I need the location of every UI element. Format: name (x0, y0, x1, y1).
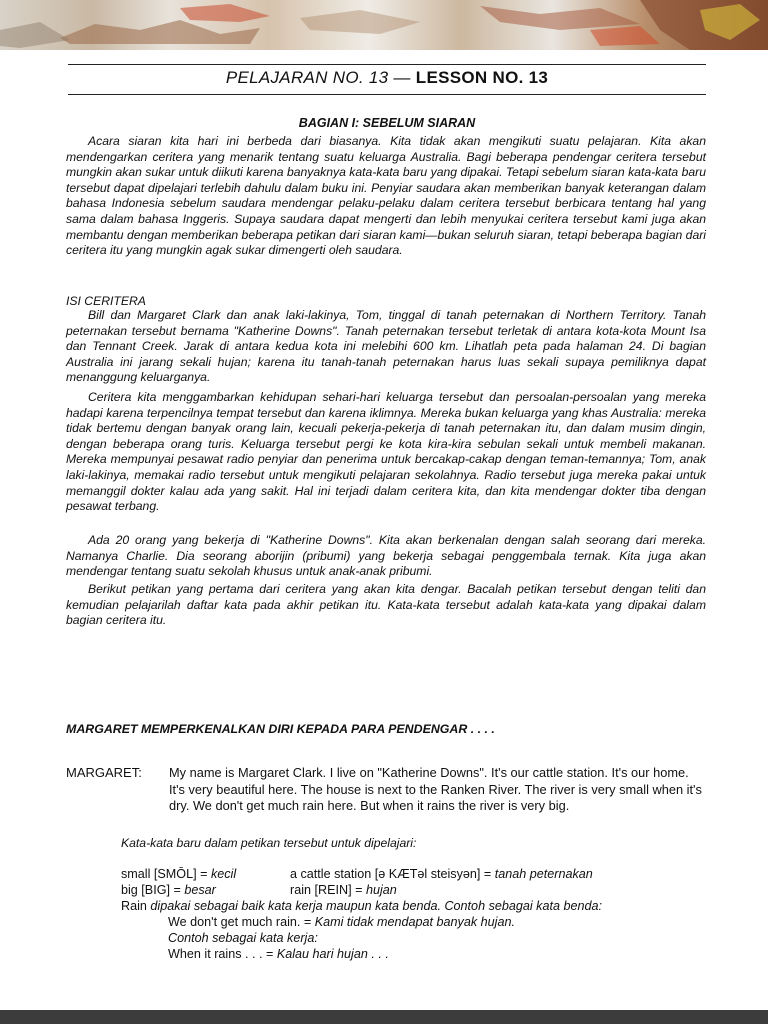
title-english: LESSON NO. 13 (415, 68, 549, 87)
excerpt-heading: MARGARET MEMPERKENALKAN DIRI KEPADA PARA PENDENGAR . . . . (66, 722, 495, 736)
vocab-rain: rain [REIN] = hujan (290, 883, 397, 897)
vocab-intro: Kata-kata baru dalam petikan tersebut untuk dipelajari: (121, 836, 417, 850)
vocab-example-verb: When it rains . . . = Kalau hari hujan . . . (168, 947, 389, 961)
header-banner-image (0, 0, 768, 50)
vocab-small: small [SMŌL] = kecil (121, 867, 237, 881)
page-title (68, 68, 706, 88)
story-paragraph-2: Ceritera kita menggambarkan kehidupan sehari-hari keluarga tersebut dan persoalan-persoalan yang mereka hadapi karena terpencilnya tempat tersebut dan karena iklimnya. Mereka bukan keluarga yang khas Australia: mereka tidak bertemu dengan banyak orang lain, kecuali pekerja-pekerja di tanah peternakan itu, dan dalam musim dingin, dengan beberapa orang turis. Keluarga tersebut pergi ke kota kira-kira sebulan sekali untuk membeli makanan. Mereka mempunyai pesawat radio penyiar dan penerima untuk bercakap-cakap dengan teman-temannya; Tom, anak laki-lakinya, memakai radio tersebut untuk mengikuti pelajaran sekolahnya. Radio tersebut juga mereka pakai untuk memanggil dokter kalau ada yang sakit. Hal ini terjadi dalam ceritera kita, dan kita mendengar dokter tiba dengan pesawat terbang. (66, 390, 706, 514)
vocab-verb-label: Contoh sebagai kata kerja: (168, 931, 318, 945)
title-indonesian: PELAJARAN NO. 13 — (225, 68, 416, 87)
speech-text: My name is Margaret Clark. I live on "Katherine Downs". It's our cattle station. It's our home. It's very beautiful here. The house is next to the Ranken River. The river is very small when it's dry. We don't get much rain here. But when it rains the river is very big. (169, 765, 702, 813)
title-top-rule (68, 64, 706, 65)
vocab-cattle-station: a cattle station [ə KÆTəl steisyən] = tanah peternakan (290, 867, 593, 881)
story-paragraph-4: Berikut petikan yang pertama dari ceritera yang akan kita dengar. Bacalah petikan tersebut dengan teliti dan kemudian pelajarilah daftar kata pada akhir petikan itu. Kata-kata tersebut adalah kata-kata yang dipakai dalam bagian ceritera itu. (66, 582, 706, 628)
story-paragraph-3: Ada 20 orang yang bekerja di "Katherine Downs". Kita akan berkenalan dengan salah seorang dari mereka. Namanya Charlie. Dia seorang aborijin (pribumi) yang bekerja sebagai penggembala ternak. Kita juga akan mendengar tentang suatu sekolah khusus untuk anak-anak pribumi. (66, 533, 706, 579)
title-bottom-rule (68, 94, 706, 95)
story-heading: ISI CERITERA (66, 294, 146, 308)
bottom-bar (0, 1010, 768, 1024)
vocab-example-noun: We don't get much rain. = Kami tidak mendapat banyak hujan. (168, 915, 515, 929)
vocab-big: big [BIG] = besar (121, 883, 216, 897)
speaker-label: MARGARET: (66, 765, 142, 780)
intro-paragraph: Acara siaran kita hari ini berbeda dari biasanya. Kita tidak akan mengikuti suatu pelajaran. Kita akan mendengarkan ceritera yang menarik tentang suatu keluarga Australia. Bagi beberapa pendengar ceritera tersebut mungkin akan sukar untuk diikuti karena banyaknya kata-kata baru yang dipakai. Tetapi sebelum siaran kata-kata baru tersebut dapat dipelajari terlebih dahulu dalam buku ini. Penyiar saudara akan memberikan banyak keterangan dalam bahasa Indonesia sebelum saudara mendengar pelaku-pelaku dalam ceritera tersebut berbicara tentang hal yang sama dalam bahasa Inggeris. Supaya saudara dapat mengerti dan lebih menyukai ceritera tersebut kami juga akan membantu dengan memberikan beberapa petikan dari siaran kami—bukan seluruh siaran, tetapi beberapa bagian dari ceritera itu yang mungkin agak sukar dimengerti oleh saudara. (66, 134, 706, 258)
section-heading: BAGIAN I: SEBELUM SIARAN (298, 116, 476, 130)
story-paragraph-1: Bill dan Margaret Clark dan anak laki-lakinya, Tom, tinggal di tanah peternakan di Northern Territory. Tanah peternakan tersebut bernama "Katherine Downs". Tanah peternakan tersebut terletak di antara kota-kota Mount Isa dan Tennant Creek. Jarak di antara kedua kota ini melebihi 600 km. Lihatlah peta pada halaman 24. Di bagian Australia ini jarang sekali hujan; karena itu tanah-tanah peternakan harus luas sekali supaya pemiliknya dapat menanggung keluarganya. (66, 308, 706, 385)
banner-illustration (0, 0, 768, 50)
vocab-note-noun: Rain dipakai sebagai baik kata kerja maupun kata benda. Contoh sebagai kata benda: (121, 899, 603, 913)
